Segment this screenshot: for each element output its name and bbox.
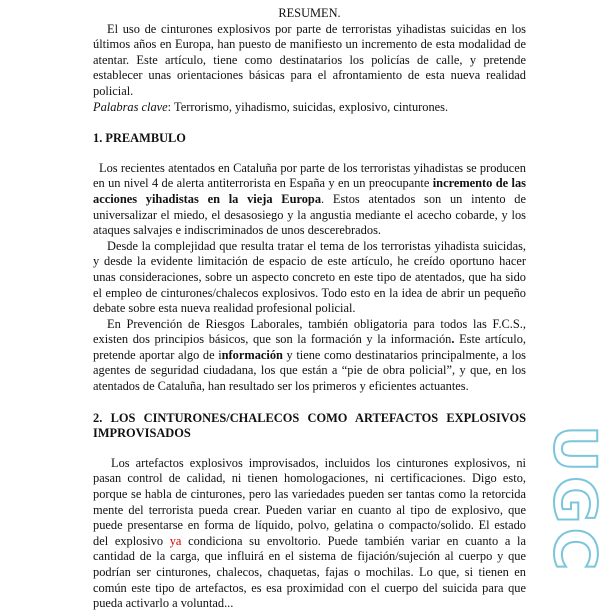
text-run: y tiene como destinatarios principalmente, a los agentes de seguridad ciudadana, los que están a “pie de obra policial”, y que, en los atentados de Cataluña, han resultado ser los primeros y eficientes actuantes.: [93, 347, 526, 394]
text-run: Este artículo, pretende aportar algo de i: [93, 332, 526, 362]
section-1-paragraph-3: [93, 317, 526, 395]
watermark-text: UGC: [541, 425, 609, 575]
text-run: Los recientes atentados en Cataluña por parte de los terroristas yihadistas se producen en un nivel 4 de alerta antiterrorista en España y en un preocupante: [93, 160, 526, 191]
keywords-line: [93, 100, 526, 116]
bold-run: .: [451, 332, 455, 347]
section-2-paragraph-1: [93, 456, 526, 612]
abstract-body: El uso de cinturones explosivos por parte de terroristas yihadistas suicidas en los últimos años en Europa, han puesto de manifiesto un incremento de esta modalidad de atentar. Este artículo, tiene como destinatarios los policías de calle, y pretende establecer unas orientaciones básicas para el afrontamiento de esta nueva realidad policial.: [93, 21, 526, 98]
document-page: [93, 6, 526, 612]
bold-run: incremento de las acciones yihadistas en la vieja Europa: [93, 176, 526, 206]
highlighted-run: ya: [169, 533, 182, 548]
text-run: En Prevención de Riesgos Laborales, también obligatoria para todos las F.C.S., existen dos principios básicos, que son la formación y la información: [93, 316, 526, 347]
section-1-heading: 1. PREAMBULO: [93, 131, 186, 146]
section-1-paragraph-2: Desde la complejidad que resulta tratar el tema de los terroristas yihadista suicidas, y desde la evidente limitación de espacio de este artículo, he creído oportuno hacer unas consideraciones, sobre un aspecto concreto en este tipo de atentados, que ha sido el empleo de cinturones/chalecos explosivos. Todo esto en la idea de abrir un pequeño debate sobre esta nueva realidad profesional policial.: [93, 238, 526, 316]
text-run: Los artefactos explosivos improvisados, incluidos los cinturones explosivos, ni pasan control de calidad, ni tienen homologaciones, ni certificaciones. Digo esto, porque se habla de cinturones, pero las variedades pueden ser tantas como la retorcida mente del terrorista pueda crear. Pueden variar en cuanto al tipo de explosivo, que puede presentarse en forma de líquido, polvo, gelatina o compacto/solido. El estado del explosivo: [93, 455, 526, 548]
section-2-heading: 2. LOS CINTURONES/CHALECOS COMO ARTEFACTOS EXPLOSIVOS IMPROVISADOS: [93, 410, 526, 441]
text-run: condiciona su envoltorio. Puede también variar en cuanto a la cantidad de la carga, que influirá en el sistema de fijación/sujeción al cuerpo y que podrían ser cinturones, chalecos, chaquetas, fajas o mochilas. Lo que, si tienen en común este tipo de artefactos, es esa proximidad con el cuerpo del suicida para que pueda activarlo a voluntad...: [93, 533, 526, 611]
keywords-list: : Terrorismo, yihadismo, suicidas, explosivo, cinturones.: [167, 99, 449, 114]
keywords-label: Palabras clave: [93, 99, 168, 114]
bold-run: nformación: [221, 347, 283, 362]
text-run: . Estos atentados son un intento de universalizar el miedo, el desasosiego y la angustia mediante el acecho cobarde, y los ataques salvajes e indiscriminados de unos descerebrados.: [93, 191, 526, 238]
watermark-logo: [541, 425, 609, 605]
section-1-paragraph-1: [93, 161, 526, 239]
abstract-title: RESUMEN.: [278, 6, 341, 20]
